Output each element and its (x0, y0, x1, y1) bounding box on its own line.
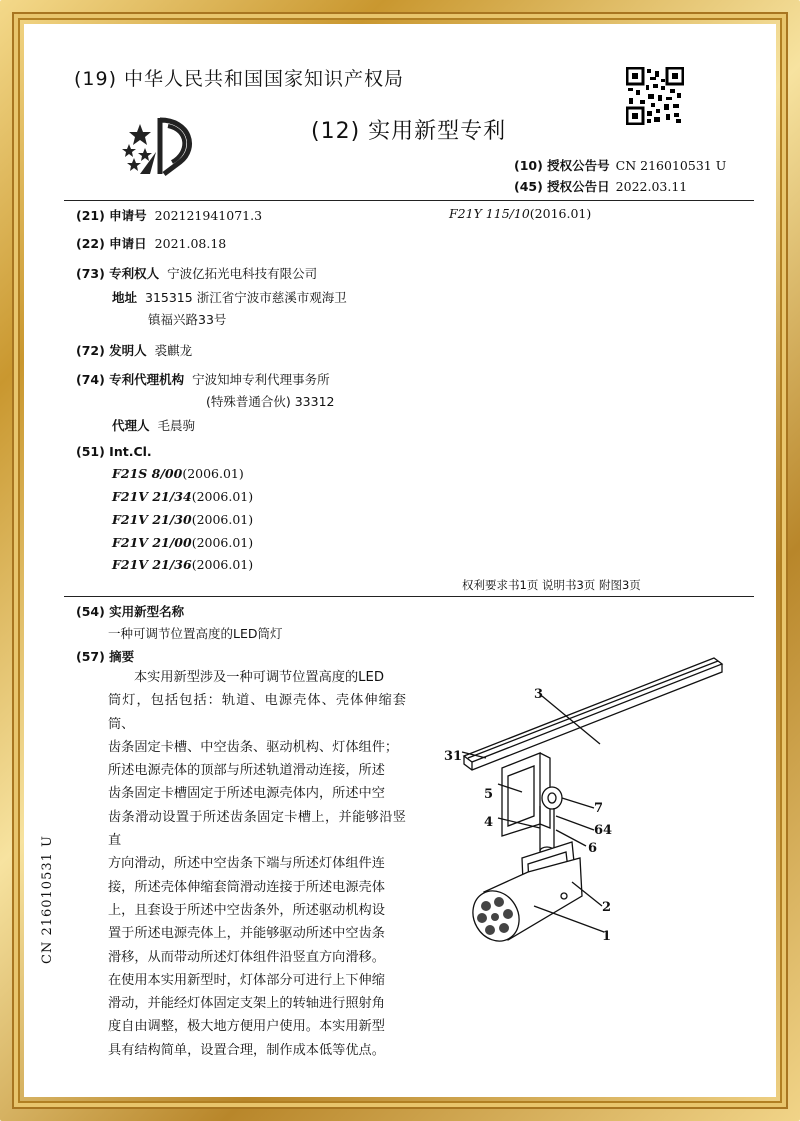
pub-date: 2022.03.11 (615, 179, 688, 194)
intcl-item (112, 535, 253, 550)
app-date-row (76, 234, 226, 252)
abstract-line: 齿条滑动设置于所述齿条固定卡槽上，并能够沿竖直 (108, 809, 406, 849)
abstract-line: 度自由调整，极大地方便用户使用。本实用新型 (108, 1019, 385, 1035)
app-date-label: (22) 申请日 (76, 236, 147, 251)
abstract-line: 筒灯，包括包括：轨道、电源壳体、壳体伸缩套筒、 (108, 693, 406, 732)
abstract-line: 本实用新型涉及一种可调节位置高度的LED (134, 670, 385, 685)
intcl-item (112, 512, 253, 527)
agency-label: (74) 专利代理机构 (76, 372, 185, 387)
agency-row (76, 370, 330, 388)
pub-no-label: (10) 授权公告号 (514, 158, 610, 173)
patentee-label: (73) 专利权人 (76, 266, 160, 281)
abstract-line: 所述电源壳体的顶部与所述轨道滑动连接，所述 (108, 763, 385, 779)
app-no-row (76, 206, 262, 224)
pub-no-row (514, 156, 726, 174)
intcl-label-text: (51) Int.Cl. (76, 444, 152, 459)
cpc-main-code: F21Y 115/10 (449, 206, 530, 221)
app-no-label: (21) 申请号 (76, 208, 147, 223)
patentee: 宁波亿拓光电科技有限公司 (167, 266, 318, 281)
title-label-row (76, 602, 184, 620)
divider (64, 596, 754, 597)
abstract-label-row (76, 647, 134, 665)
patentee-row (76, 264, 317, 282)
address-row (112, 288, 347, 306)
agent: 毛晨驹 (157, 418, 196, 433)
office-name: (19) 中华人民共和国国家知识产权局 (74, 68, 405, 90)
pub-date-label: (45) 授权公告日 (514, 179, 610, 194)
intcl-code: F21V 21/36 (112, 557, 192, 572)
patent-page (24, 24, 776, 1097)
intcl-date: (2006.01) (191, 535, 254, 550)
agent-label: 代理人 (112, 418, 150, 433)
abstract-line: 置于所述电源壳体上，并能够驱动所述中空齿条 (108, 926, 385, 942)
qr-code-icon (626, 67, 684, 125)
intcl-date: (2006.01) (182, 466, 244, 481)
abstract-text (108, 666, 406, 1062)
agency-line1: 宁波知坤专利代理事务所 (192, 372, 330, 387)
page-counts: 权利要求书1页 说明书3页 附图3页 (462, 578, 641, 592)
abstract-label: (57) 摘要 (76, 649, 135, 664)
abstract-line: 齿条固定卡槽固定于所述电源壳体内，所述中空 (108, 786, 385, 802)
figure-label: 64 (594, 823, 613, 838)
intcl-date: (2006.01) (191, 512, 254, 527)
utility-model-title: 一种可调节位置高度的LED筒灯 (108, 626, 283, 641)
app-date: 2021.08.18 (154, 236, 227, 251)
figure-label: 5 (484, 787, 494, 802)
app-no: 202121941071.3 (154, 208, 263, 223)
document-type: (12) 实用新型专利 (311, 119, 507, 144)
abstract-figure (404, 636, 744, 966)
figure-label: 31 (444, 749, 463, 764)
intcl-date: (2006.01) (191, 489, 254, 504)
agent-row (112, 416, 195, 434)
inventor-row (76, 341, 192, 359)
intcl-item (112, 466, 244, 481)
cpc-main-date: (2016.01) (529, 206, 592, 221)
figure-label: 4 (484, 815, 494, 830)
address-line2: 镇福兴路33号 (148, 312, 227, 327)
abstract-line: 在使用本实用新型时，灯体部分可进行上下伸缩 (108, 972, 385, 988)
intcl-label (76, 444, 152, 459)
intcl-date: (2006.01) (191, 557, 254, 572)
abstract-line: 齿条固定卡槽、中空齿条、驱动机构、灯体组件； (108, 739, 399, 755)
abstract-line: 接，所述壳体伸缩套筒滑动连接于所述电源壳体 (108, 879, 385, 895)
abstract-line: 具有结构简单，设置合理，制作成本低等优点。 (108, 1042, 385, 1058)
abstract-line: 上，且套设于所述中空齿条外，所述驱动机构设 (108, 902, 385, 918)
intcl-item (112, 489, 253, 504)
agency-line2: (特殊普通合伙) 33312 (206, 394, 335, 409)
abstract-line: 方向滑动，所述中空齿条下端与所述灯体组件连 (108, 856, 385, 872)
cpc-main (449, 206, 591, 221)
inventor: 裘麒龙 (154, 343, 193, 358)
intcl-code: F21V 21/30 (112, 512, 192, 527)
divider (64, 200, 754, 201)
address-label: 地址 (112, 290, 138, 305)
intcl-code: F21S 8/00 (112, 466, 183, 481)
pub-date-row (514, 177, 687, 195)
address-line1: 315315 浙江省宁波市慈溪市观海卫 (145, 290, 347, 305)
pub-no: CN 216010531 U (615, 158, 727, 173)
figure-label: 6 (588, 841, 598, 856)
abstract-line: 滑移，从而带动所述灯体组件沿竖直方向滑移。 (108, 949, 385, 965)
title-label: (54) 实用新型名称 (76, 604, 185, 619)
figure-label: 7 (594, 801, 604, 816)
side-publication-number: CN 216010531 U (40, 835, 55, 964)
abstract-line: 滑动，并能经灯体固定支架上的转轴进行照射角 (108, 996, 385, 1012)
cnipa-logo (120, 112, 206, 182)
inventor-label: (72) 发明人 (76, 343, 147, 358)
intcl-code: F21V 21/00 (112, 535, 192, 550)
figure-label: 2 (602, 900, 612, 915)
intcl-item (112, 557, 253, 572)
intcl-code: F21V 21/34 (112, 489, 192, 504)
figure-label: 3 (534, 687, 544, 702)
figure-label: 1 (602, 929, 612, 944)
